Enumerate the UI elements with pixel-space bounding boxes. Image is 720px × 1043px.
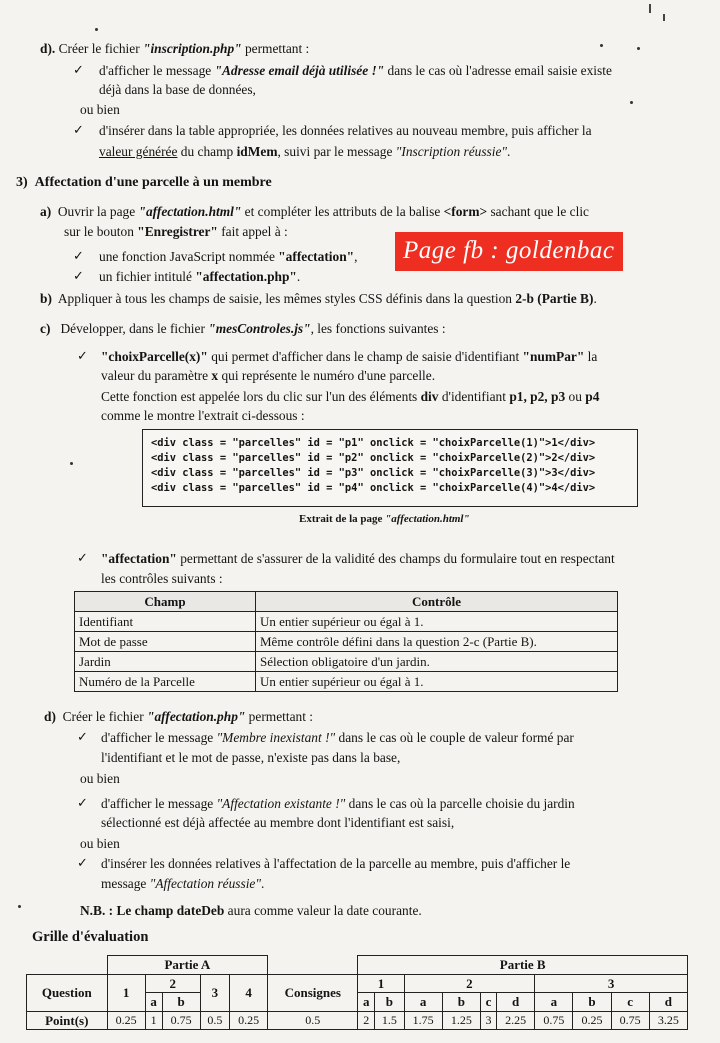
check-icon: ✓ xyxy=(73,123,84,138)
question-label: Question xyxy=(27,974,108,1011)
grid-row-parts xyxy=(27,956,688,975)
sec3-a-item1: une fonction JavaScript nommée "affectation", xyxy=(99,249,358,264)
consignes-label: Consignes xyxy=(268,974,358,1011)
nb-note: N.B. : Le champ dateDeb aura comme valeur la date courante. xyxy=(80,903,422,918)
grid-cell: 3 xyxy=(200,974,229,1011)
grid-cell: 3 xyxy=(535,974,688,993)
sec3-d-item2-line1: d'afficher le message "Affectation existante !" dans le cas où la parcelle choisie du jardin xyxy=(101,796,575,811)
table-cell: Numéro de la Parcelle xyxy=(75,672,256,692)
grid-row-questions xyxy=(27,974,688,993)
code-line: <div class = "parcelles" id = "p4" onclick = "choixParcelle(4)">4</div> xyxy=(151,482,596,494)
code-caption: Extrait de la page "affectation.html" xyxy=(299,513,470,525)
check-icon: ✓ xyxy=(77,730,88,745)
column-header: Champ xyxy=(75,592,256,612)
sec3-d-item3-line2: message "Affectation réussie". xyxy=(101,876,265,891)
sec3-d-item1-line2: l'identifiant et le mot de passe, n'existe pas dans la base, xyxy=(101,750,401,765)
grid-cell: 0.25 xyxy=(230,1011,268,1030)
sec3-d-intro: d) Créer le fichier "affectation.php" permettant : xyxy=(44,709,314,724)
grid-cell: 2 xyxy=(145,974,200,993)
check-icon: ✓ xyxy=(77,551,88,566)
grid-cell: b xyxy=(573,993,611,1012)
check-icon: ✓ xyxy=(77,349,88,364)
grid-cell: 1 xyxy=(107,974,145,1011)
grid-cell: c xyxy=(480,993,496,1012)
code-extract-box xyxy=(142,429,638,507)
grid-cell: 1.75 xyxy=(404,1011,442,1030)
table-cell: Même contrôle défini dans la question 2-c (Partie B). xyxy=(256,632,618,652)
sec3-d-item3-line1: d'insérer les données relatives à l'affectation de la parcelle au membre, puis d'afficher le xyxy=(101,856,571,871)
part-b-header: Partie B xyxy=(358,956,688,975)
table-cell: Jardin xyxy=(75,652,256,672)
table-row xyxy=(75,612,618,632)
scan-speck xyxy=(600,44,603,47)
sec3-c-item1-line3: Cette fonction est appelée lors du clic sur l'un des éléments div d'identifiant p1, p2, p3 ou p4 xyxy=(101,389,600,404)
scan-mark xyxy=(663,14,665,21)
grid-cell: 2 xyxy=(358,1011,375,1030)
grid-cell: 3.25 xyxy=(649,1011,687,1030)
table-cell: Sélection obligatoire d'un jardin. xyxy=(256,652,618,672)
grid-cell: d xyxy=(649,993,687,1012)
watermark-banner: Page fb : goldenbac xyxy=(395,232,623,271)
grid-cell: b xyxy=(442,993,480,1012)
sec2d-item2-line2: valeur générée du champ idMem, suivi par le message "Inscription réussie". xyxy=(99,144,511,159)
grid-cell: 1.25 xyxy=(442,1011,480,1030)
table-row xyxy=(75,632,618,652)
sec3-c-item2-line2: les contrôles suivants : xyxy=(101,571,223,586)
check-icon: ✓ xyxy=(73,269,84,284)
scan-speck xyxy=(637,47,640,50)
or-label: ou bien xyxy=(80,102,120,117)
sec2d-item1-line1: d'afficher le message "Adresse email déjà utilisée !" dans le cas où l'adresse email saisie existe xyxy=(99,63,612,78)
scan-speck xyxy=(630,101,633,104)
table-cell: Un entier supérieur ou égal à 1. xyxy=(256,672,618,692)
grid-cell: 0.75 xyxy=(611,1011,649,1030)
grid-cell: a xyxy=(535,993,573,1012)
grid-cell: 0.5 xyxy=(200,1011,229,1030)
code-line: <div class = "parcelles" id = "p1" onclick = "choixParcelle(1)">1</div> xyxy=(151,437,596,449)
grid-cell: 0.25 xyxy=(107,1011,145,1030)
grid-cell: b xyxy=(375,993,404,1012)
sec3-d-item2-line2: sélectionné est déjà affectée au membre dont l'identifiant est saisi, xyxy=(101,815,455,830)
grid-cell: 1 xyxy=(145,1011,162,1030)
section-3-title: 3) Affectation d'une parcelle à un membre xyxy=(16,175,272,190)
points-label: Point(s) xyxy=(27,1011,108,1030)
sec3-a-line1: a) Ouvrir la page "affectation.html" et compléter les attributs de la balise <form> sachant que le clic xyxy=(40,204,589,219)
part-a-header: Partie A xyxy=(107,956,268,975)
sec3-b: b) Appliquer à tous les champs de saisie, les mêmes styles CSS définis dans la question 2-b (Partie B). xyxy=(40,291,597,306)
table-cell: Un entier supérieur ou égal à 1. xyxy=(256,612,618,632)
grid-cell: b xyxy=(162,993,200,1012)
check-icon: ✓ xyxy=(73,249,84,264)
grid-cell: 0.5 xyxy=(268,1011,358,1030)
scan-speck xyxy=(70,462,73,465)
table-cell: Mot de passe xyxy=(75,632,256,652)
evaluation-grid xyxy=(26,955,688,1030)
grid-cell: 0.25 xyxy=(573,1011,611,1030)
table-cell: Identifiant xyxy=(75,612,256,632)
check-icon: ✓ xyxy=(73,63,84,78)
sec3-c: c) Développer, dans le fichier "mesControles.js", les fonctions suivantes : xyxy=(40,321,446,336)
or-label: ou bien xyxy=(80,771,120,786)
sec3-c-item1-line1: "choixParcelle(x)" qui permet d'afficher dans le champ de saisie d'identifiant "numPar" la xyxy=(101,349,598,364)
controls-table xyxy=(74,591,618,692)
grid-cell: c xyxy=(611,993,649,1012)
sec3-d-item1-line1: d'afficher le message "Membre inexistant !" dans le cas où le couple de valeur formé par xyxy=(101,730,574,745)
sec3-a-line2: sur le bouton "Enregistrer" fait appel à : xyxy=(64,224,288,239)
grille-title: Grille d'évaluation xyxy=(32,929,149,945)
grid-cell: 4 xyxy=(230,974,268,1011)
table-header-row xyxy=(75,592,618,612)
grid-cell: 3 xyxy=(480,1011,496,1030)
check-icon: ✓ xyxy=(77,796,88,811)
sec3-a-item2: un fichier intitulé "affectation.php". xyxy=(99,269,301,284)
scan-mark xyxy=(649,4,651,13)
or-label: ou bien xyxy=(80,836,120,851)
grid-cell: 0.75 xyxy=(535,1011,573,1030)
grid-cell: a xyxy=(404,993,442,1012)
sec2d-item2-line1: d'insérer dans la table appropriée, les données relatives au nouveau membre, puis afficher la xyxy=(99,123,592,138)
scan-speck xyxy=(18,905,21,908)
code-line: <div class = "parcelles" id = "p2" onclick = "choixParcelle(2)">2</div> xyxy=(151,452,596,464)
scan-speck xyxy=(95,28,98,31)
sec2d-intro: d). Créer le fichier "inscription.php" permettant : xyxy=(40,41,310,56)
sec3-c-item1-line4: comme le montre l'extrait ci-dessous : xyxy=(101,408,305,423)
table-row xyxy=(75,652,618,672)
grid-row-points xyxy=(27,1011,688,1030)
grid-cell: d xyxy=(497,993,535,1012)
grid-cell: a xyxy=(358,993,375,1012)
sec2d-item1-line2: déjà dans la base de données, xyxy=(99,82,256,97)
check-icon: ✓ xyxy=(77,856,88,871)
sec3-c-item1-line2: valeur du paramètre x qui représente le numéro d'une parcelle. xyxy=(101,368,436,383)
column-header: Contrôle xyxy=(256,592,618,612)
grid-cell: 1.5 xyxy=(375,1011,404,1030)
sec3-c-item2-line1: "affectation" permettant de s'assurer de la validité des champs du formulaire tout en respectant xyxy=(101,551,615,566)
grid-cell: 1 xyxy=(358,974,404,993)
table-row xyxy=(75,672,618,692)
code-line: <div class = "parcelles" id = "p3" onclick = "choixParcelle(3)">3</div> xyxy=(151,467,596,479)
grid-cell: 0.75 xyxy=(162,1011,200,1030)
grid-cell: a xyxy=(145,993,162,1012)
grid-cell: 2 xyxy=(404,974,535,993)
grid-cell: 2.25 xyxy=(497,1011,535,1030)
